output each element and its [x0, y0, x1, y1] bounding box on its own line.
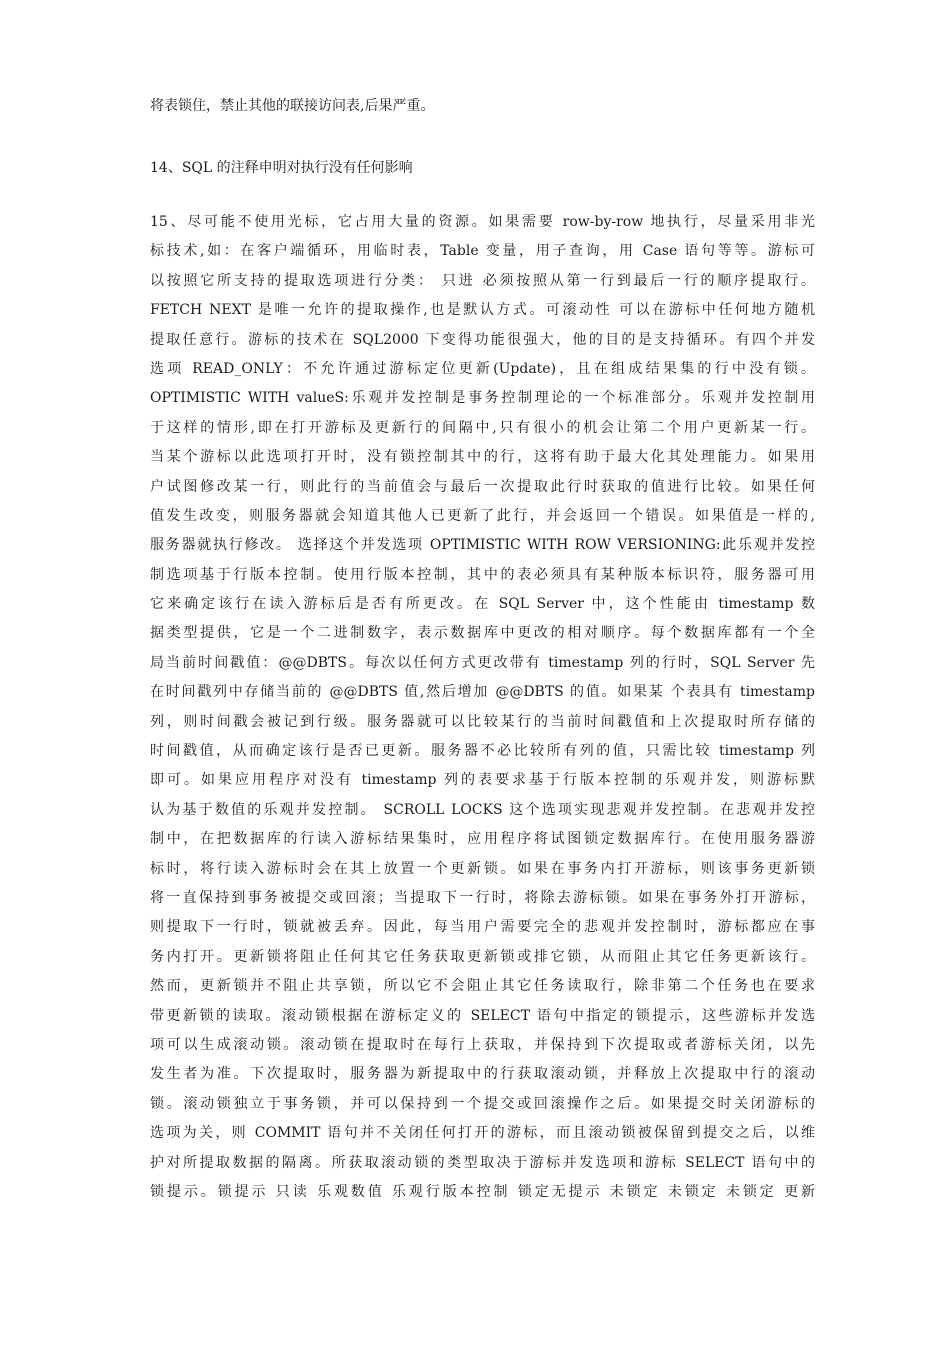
paragraph-line: 选项 READ_ONLY：不允许通过游标定位更新(Update)，且在组成结果集的行中没有锁。	[150, 360, 815, 377]
paragraph-line: 当某个游标以此选项打开时，没有锁控制其中的行，这将有助于最大化其处理能力。如果用	[150, 449, 815, 466]
paragraph-line: 它来确定该行在读入游标后是否有所更改。在 SQL Server 中，这个性能由 timestamp 数	[150, 596, 815, 613]
paragraph-line: 局当前时间戳值：@@DBTS。每次以任何方式更改带有 timestamp 列的行时，SQL Server 先	[150, 654, 815, 671]
paragraph-line: 据类型提供，它是一个二进制数字，表示数据库中更改的相对顺序。每个数据库都有一个全	[150, 625, 815, 642]
paragraph-line: 护对所提取数据的隔离。所获取滚动锁的类型取决于游标并发选项和游标 SELECT 语句中的	[150, 1154, 815, 1171]
paragraph-line: 带更新锁的读取。滚动锁根据在游标定义的 SELECT 语句中指定的锁提示，这些游标并发选	[150, 1007, 815, 1024]
intro-line: 将表锁住，禁止其他的联接访问表,后果严重。	[150, 98, 435, 114]
paragraph-line: 锁提示。锁提示 只读 乐观数值 乐观行版本控制 锁定无提示 未锁定 未锁定 未锁定 更新	[150, 1183, 815, 1200]
paragraph-line: 户试图修改某一行，则此行的当前值会与最后一次提取此行时获取的值进行比较。如果任何	[150, 478, 815, 495]
paragraph-line: 则提取下一行时，锁就被丢弃。因此，每当用户需要完全的悲观并发控制时，游标都应在事	[150, 919, 815, 936]
paragraph-line: 值发生改变，则服务器就会知道其他人已更新了此行，并会返回一个错误。如果值是一样的,	[150, 507, 815, 524]
paragraph-line: 将一直保持到事务被提交或回滚；当提取下一行时，将除去游标锁。如果在事务外打开游标，	[150, 889, 815, 906]
paragraph-line: 然而，更新锁并不阻止共享锁，所以它不会阻止其它任务读取行，除非第二个任务也在要求	[150, 978, 815, 995]
paragraph-line: 标时，将行读入游标时会在其上放置一个更新锁。如果在事务内打开游标，则该事务更新锁	[150, 860, 815, 877]
paragraph-line: 制中，在把数据库的行读入游标结果集时，应用程序将试图锁定数据库行。在使用服务器游	[150, 831, 815, 848]
item-14-heading: 14、SQL 的注释申明对执行没有任何影响	[150, 160, 413, 176]
paragraph-line: 以按照它所支持的提取选项进行分类： 只进 必须按照从第一行到最后一行的顺序提取行。	[150, 272, 815, 289]
paragraph-line: 发生者为准。下次提取时，服务器为新提取中的行获取滚动锁，并释放上次提取中行的滚动	[150, 1066, 815, 1083]
paragraph-line: 选项为关，则 COMMIT 语句并不关闭任何打开的游标，而且滚动锁被保留到提交之后，以维	[150, 1125, 815, 1142]
paragraph-line: 项可以生成滚动锁。滚动锁在提取时在每行上获取，并保持到下次提取或者游标关闭，以先	[150, 1036, 815, 1053]
paragraph-line: 锁。滚动锁独立于事务锁，并可以保持到一个提交或回滚操作之后。如果提交时关闭游标的	[150, 1095, 815, 1112]
paragraph-line: 15、尽可能不使用光标，它占用大量的资源。如果需要 row-by-row 地执行，尽量采用非光	[150, 214, 815, 230]
paragraph-line: FETCH NEXT 是唯一允许的提取操作,也是默认方式。可滚动性 可以在游标中任何地方随机	[150, 302, 815, 319]
paragraph-line: 时间戳值，从而确定该行是否已更新。服务器不必比较所有列的值，只需比较 timestamp 列	[150, 743, 815, 760]
paragraph-line: 标技术,如：在客户端循环，用临时表，Table 变量，用子查询，用 Case 语句等等。游标可	[150, 243, 815, 260]
paragraph-line: 提取任意行。游标的技术在 SQL2000 下变得功能很强大，他的目的是支持循环。有四个并发	[150, 331, 815, 348]
paragraph-line: 列，则时间戳会被记到行级。服务器就可以比较某行的当前时间戳值和上次提取时所存储的	[150, 713, 815, 730]
paragraph-line: 务内打开。更新锁将阻止任何其它任务获取更新锁或排它锁，从而阻止其它任务更新该行。	[150, 948, 815, 965]
paragraph-line: 即可。如果应用程序对没有 timestamp 列的表要求基于行版本控制的乐观并发，则游标默	[150, 772, 815, 789]
paragraph-line: OPTIMISTIC WITH valueS:乐观并发控制是事务控制理论的一个标准部分。乐观并发控制用	[150, 390, 815, 407]
paragraph-line: 在时间戳列中存储当前的 @@DBTS 值,然后增加 @@DBTS 的值。如果某 个表具有 timestamp	[150, 684, 815, 701]
paragraph-line: 制选项基于行版本控制。使用行版本控制，其中的表必须具有某种版本标识符，服务器可用	[150, 566, 815, 583]
paragraph-line: 认为基于数值的乐观并发控制。 SCROLL LOCKS 这个选项实现悲观并发控制。在悲观并发控	[150, 801, 815, 818]
item-15-paragraph	[150, 212, 815, 1211]
paragraph-line: 服务器就执行修改。 选择这个并发选项 OPTIMISTIC WITH ROW VERSIONING:此乐观并发控	[150, 537, 815, 554]
paragraph-line: 于这样的情形,即在打开游标及更新行的间隔中,只有很小的机会让第二个用户更新某一行。	[150, 419, 815, 436]
